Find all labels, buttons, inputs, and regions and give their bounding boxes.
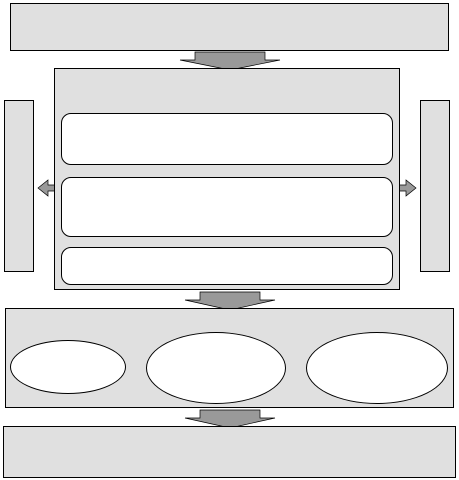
block2 bbox=[61, 177, 393, 237]
bottom-box bbox=[3, 426, 456, 478]
block3-text bbox=[62, 260, 392, 278]
arrow-right-side bbox=[398, 180, 416, 196]
bottom-title bbox=[4, 429, 455, 438]
block3 bbox=[61, 247, 393, 285]
top-title bbox=[11, 4, 448, 13]
evaluation-title bbox=[6, 311, 453, 320]
block3-title bbox=[62, 251, 392, 260]
evaluation-ellipse-1 bbox=[10, 340, 126, 394]
left-side-box bbox=[4, 100, 34, 272]
block1-text bbox=[62, 126, 392, 144]
middle-box bbox=[54, 68, 400, 290]
right-side-box bbox=[420, 100, 450, 272]
top-box bbox=[10, 3, 449, 51]
block2-text bbox=[62, 190, 392, 208]
block1 bbox=[61, 113, 393, 165]
block2-title bbox=[62, 181, 392, 190]
top-text bbox=[11, 13, 448, 31]
block1-title bbox=[62, 117, 392, 126]
bottom-text bbox=[4, 438, 455, 456]
middle-title bbox=[55, 71, 399, 80]
evaluation-ellipse-3 bbox=[306, 332, 448, 404]
evaluation-ellipse-2 bbox=[146, 332, 286, 404]
